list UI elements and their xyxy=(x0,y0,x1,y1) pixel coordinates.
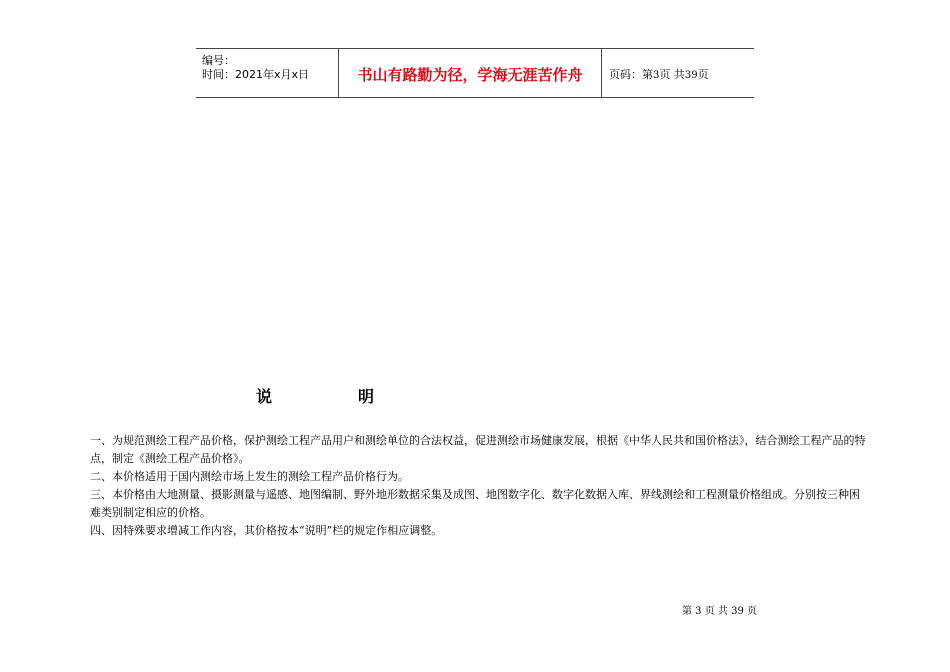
paragraph-3-text: 三、本价格由大地测量、摄影测量与遥感、地图编制、野外地形数据采集及成图、地图数字化、数字化数据入库、界线测绘和工程测量价格组成。分别按三种困难类别制定相应的价格。 xyxy=(90,488,860,519)
header-page-cell xyxy=(601,49,754,97)
paragraph-4 xyxy=(90,522,870,540)
page-end-label: 页 xyxy=(697,68,709,81)
body-text xyxy=(90,432,870,540)
page-total: 39 xyxy=(684,70,698,81)
paragraph-1 xyxy=(90,432,870,468)
section-title-char-1: 说 xyxy=(256,387,273,406)
page-number: 3 xyxy=(653,70,660,81)
page-mid-label: 页 共 xyxy=(659,68,685,81)
time-label: 时间：2021年x月x日 xyxy=(202,68,310,81)
paragraph-1-text: 一、为规范测绘工程产品价格，保护测绘工程产品用户和测绘单位的合法权益，促进测绘市场健康发展，根据《中华人民共和国价格法》，结合测绘工程产品的特点，制定《测绘工程产品价格》。 xyxy=(90,434,866,465)
paragraph-2-text: 二、本价格适用于国内测绘市场上发生的测绘工程产品价格行为。 xyxy=(90,470,409,483)
paragraph-3 xyxy=(90,486,870,522)
page-footer: 第 3 页 共 39 页 xyxy=(682,606,757,617)
code-label: 编号： xyxy=(202,54,235,67)
section-title-char-2: 明 xyxy=(358,387,375,406)
header-page-info xyxy=(609,66,709,82)
paragraph-2 xyxy=(90,468,870,486)
paragraph-4-text: 四、因特殊要求增减工作内容，其价格按本“说明”栏的规定作相应调整。 xyxy=(90,524,443,537)
header-motto: 书山有路勤为径，学海无涯苦作舟 xyxy=(357,66,583,84)
page-header xyxy=(196,48,754,98)
page-label: 页码：第 xyxy=(609,68,653,81)
header-motto-cell xyxy=(338,49,602,97)
header-left-cell xyxy=(196,49,338,97)
